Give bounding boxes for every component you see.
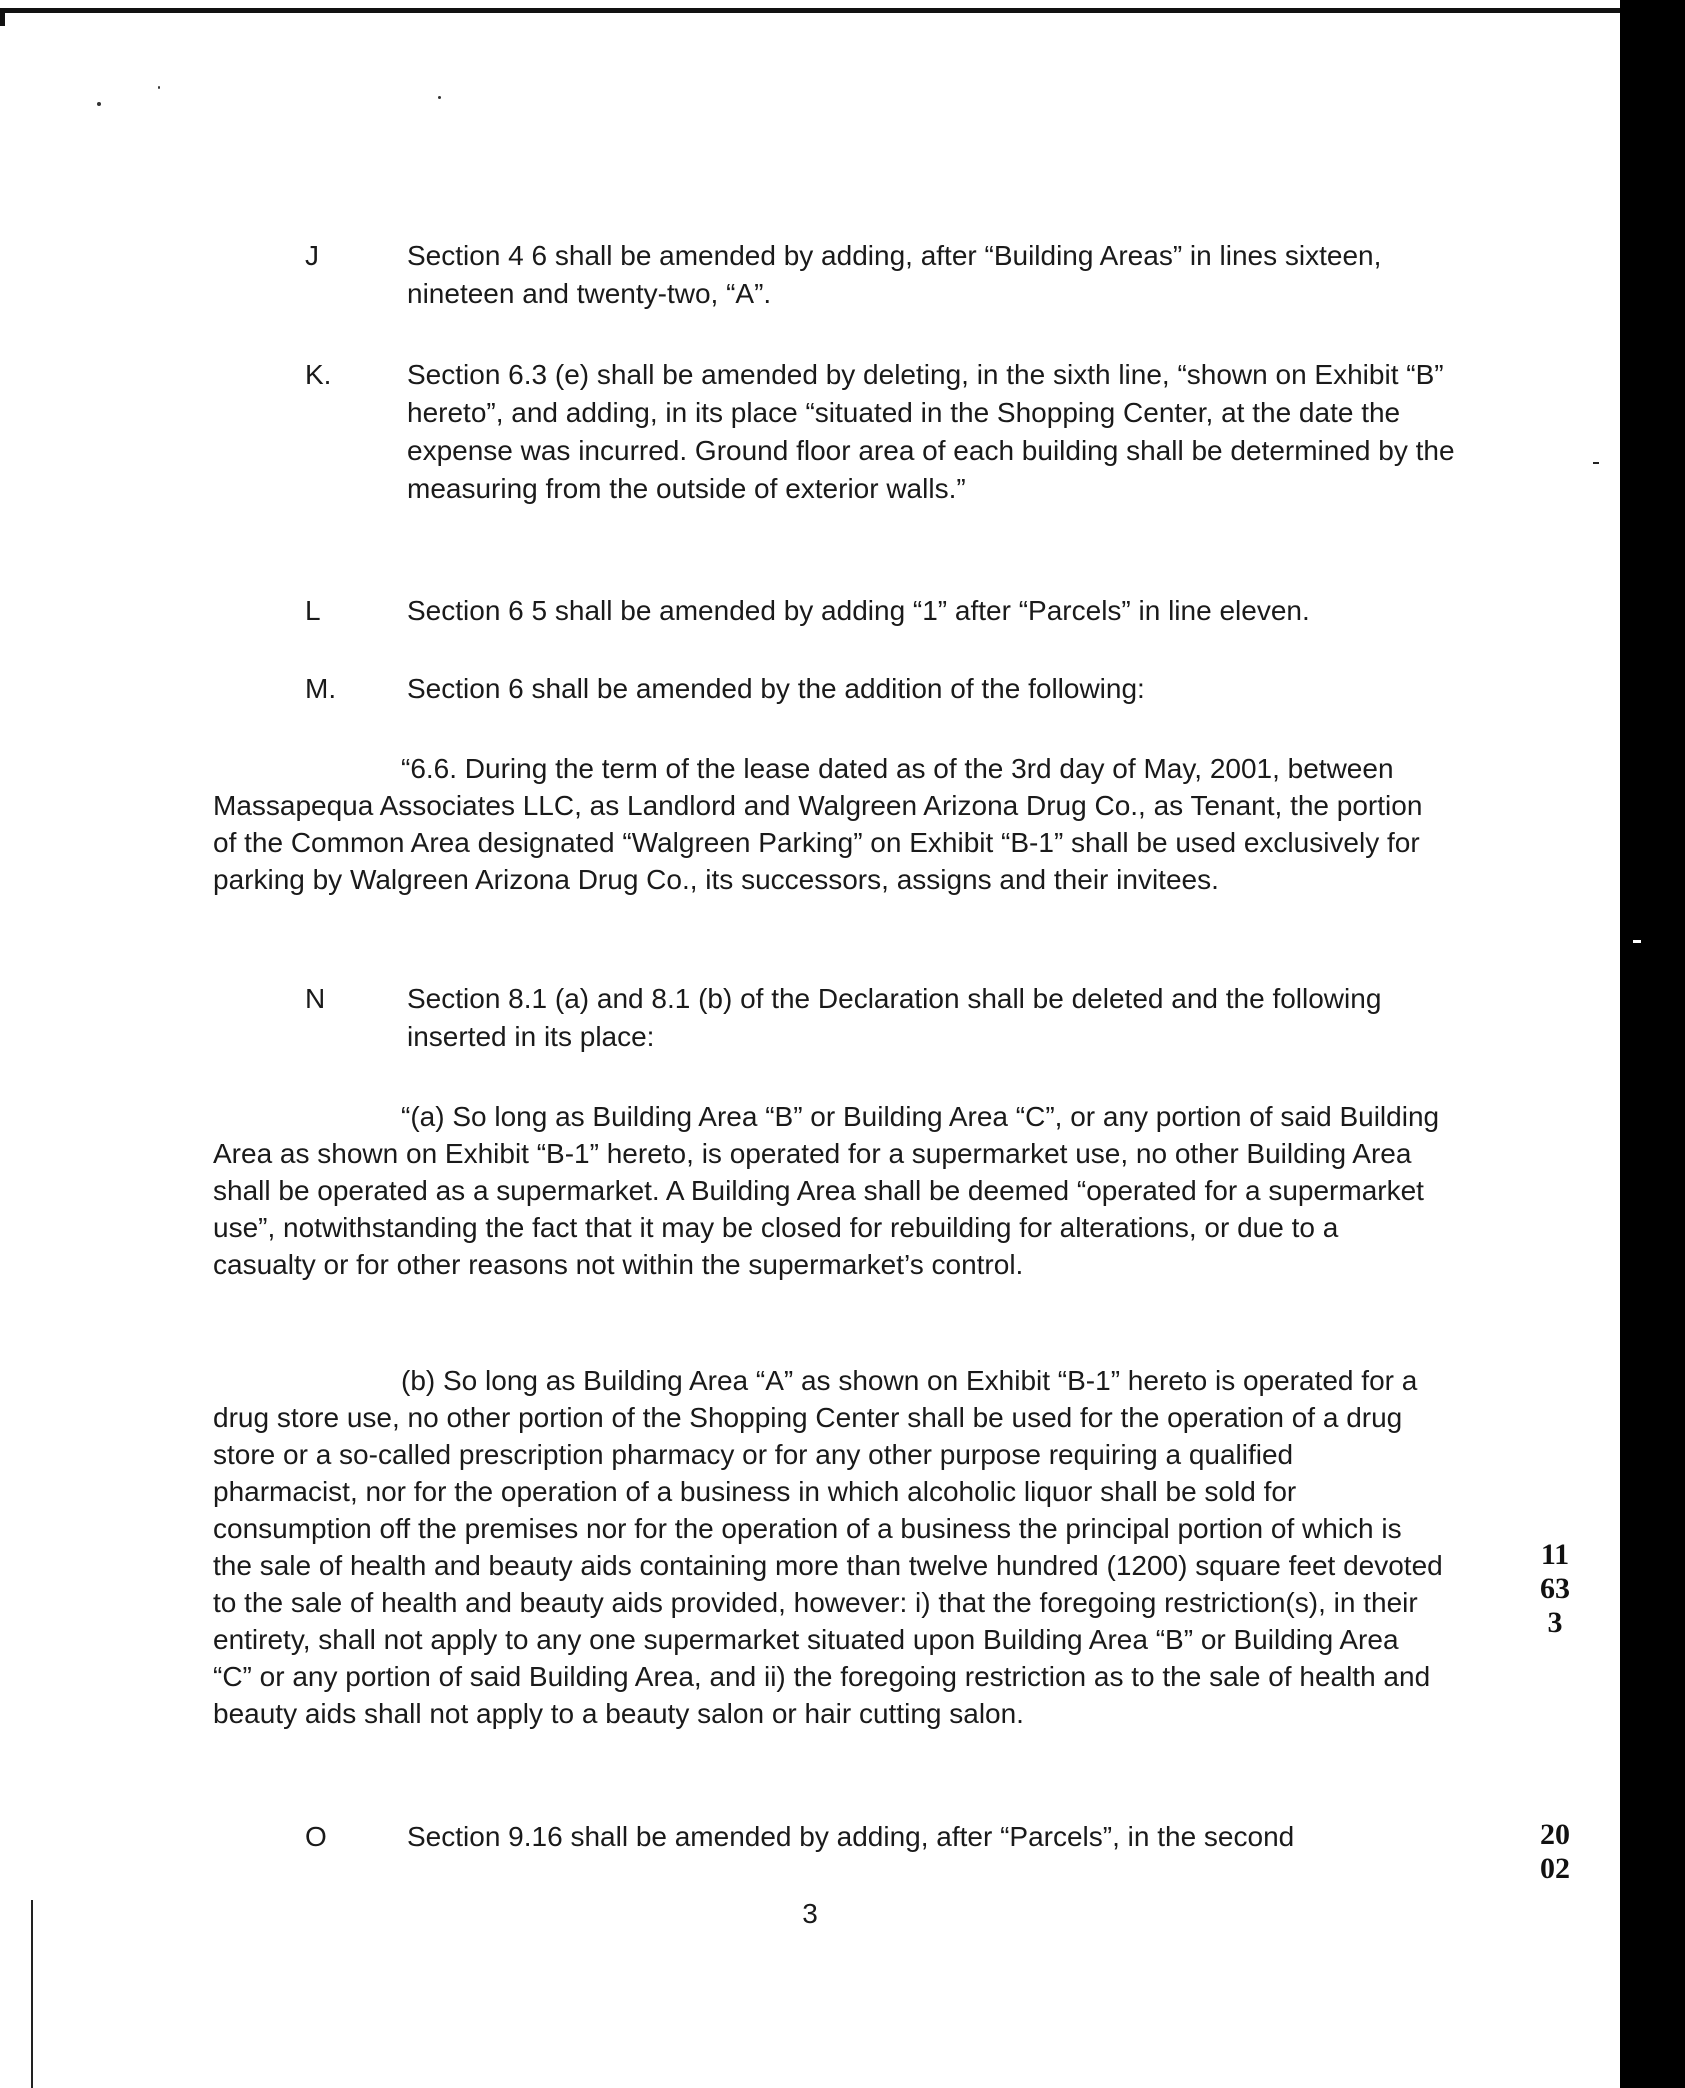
clause-letter: J [305,240,319,271]
section-6-6-paragraph: “6.6. During the term of the lease dated as of the 3rd day of May, 2001, between Massapequa Associates LLC, as Landlord and Walgreen Arizona Drug Co., as Tenant, the portion of the Common Area designated “Walgreen Parking” on Exhibit “B-1” shall be used exclusively for parking by Walgreen Arizona Drug Co., its successors, assigns and their invitees. [213,753,1423,895]
clause-letter: N [305,983,326,1014]
page-number: 3 [802,1898,818,1929]
margin-stamp-top: 11633 [1540,1538,1570,1639]
scan-mark [1633,940,1641,943]
clause-text: Section 8.1 (a) and 8.1 (b) of the Declaration shall be deleted and the following inserted in its place: [407,983,1382,1052]
clause-text: Section 9.16 shall be amended by adding, after “Parcels”, in the second [407,1821,1295,1852]
clause-text: Section 6 5 shall be amended by adding “1” after “Parcels” in line eleven. [407,595,1310,626]
clause-letter: L [305,595,321,626]
clause-letter: K. [305,359,332,390]
clause-letter: M. [305,673,337,704]
clause-letter: O [305,1821,327,1852]
clause-text: Section 4 6 shall be amended by adding, after “Building Areas” in lines sixteen, nineteen and twenty-two, “A”. [407,240,1382,309]
margin-stamp-bottom: 2002 [1540,1818,1570,1885]
clause-k [305,356,1465,508]
section-8-1-a-paragraph: “(a) So long as Building Area “B” or Building Area “C”, or any portion of said Building Area as shown on Exhibit “B-1” hereto, is operated for a supermarket use, no other Building Area shall be operated as a supermarket. A Building Area shall be deemed “operated for a supermarket use”, notwithstanding the fact that it may be closed for rebuilding for alterations, or due to a casualty or for other reasons not within the supermarket’s control. [213,1101,1440,1280]
section-8-1-b-paragraph: (b) So long as Building Area “A” as shown on Exhibit “B-1” hereto is operated for a drug store use, no other portion of the Shopping Center shall be used for the operation of a drug store or a so-called prescription pharmacy or for any other purpose requiring a qualified pharmacist, nor for the operation of a business in which alcoholic liquor shall be sold for consumption off the premises nor for the operation of a business the principal portion of which is the sale of health and beauty aids containing more than twelve hundred (1200) square feet devoted to the sale of health and beauty aids provided, however: i) that the foregoing restriction(s), in their entirety, shall not apply to any one supermarket situated upon Building Area “B” or Building Area “C” or any portion of said Building Area, and ii) the foregoing restriction as to the sale of health and beauty aids shall not apply to a beauty salon or hair cutting salon. [213,1365,1443,1729]
clause-m [305,670,1465,708]
clause-o [305,1818,1465,1856]
clause-n [305,980,1465,1056]
clause-j [305,237,1465,313]
clause-text: Section 6.3 (e) shall be amended by deleting, in the sixth line, “shown on Exhibit “B” hereto”, and adding, in its place “situated in the Shopping Center, at the date the expense was incurred. Ground floor area of each building shall be determined by the measuring from the outside of exterior walls.” [407,359,1455,504]
scan-right-edge [1620,0,1685,2088]
clause-text: Section 6 shall be amended by the addition of the following: [407,673,1145,704]
clause-l [305,592,1465,630]
